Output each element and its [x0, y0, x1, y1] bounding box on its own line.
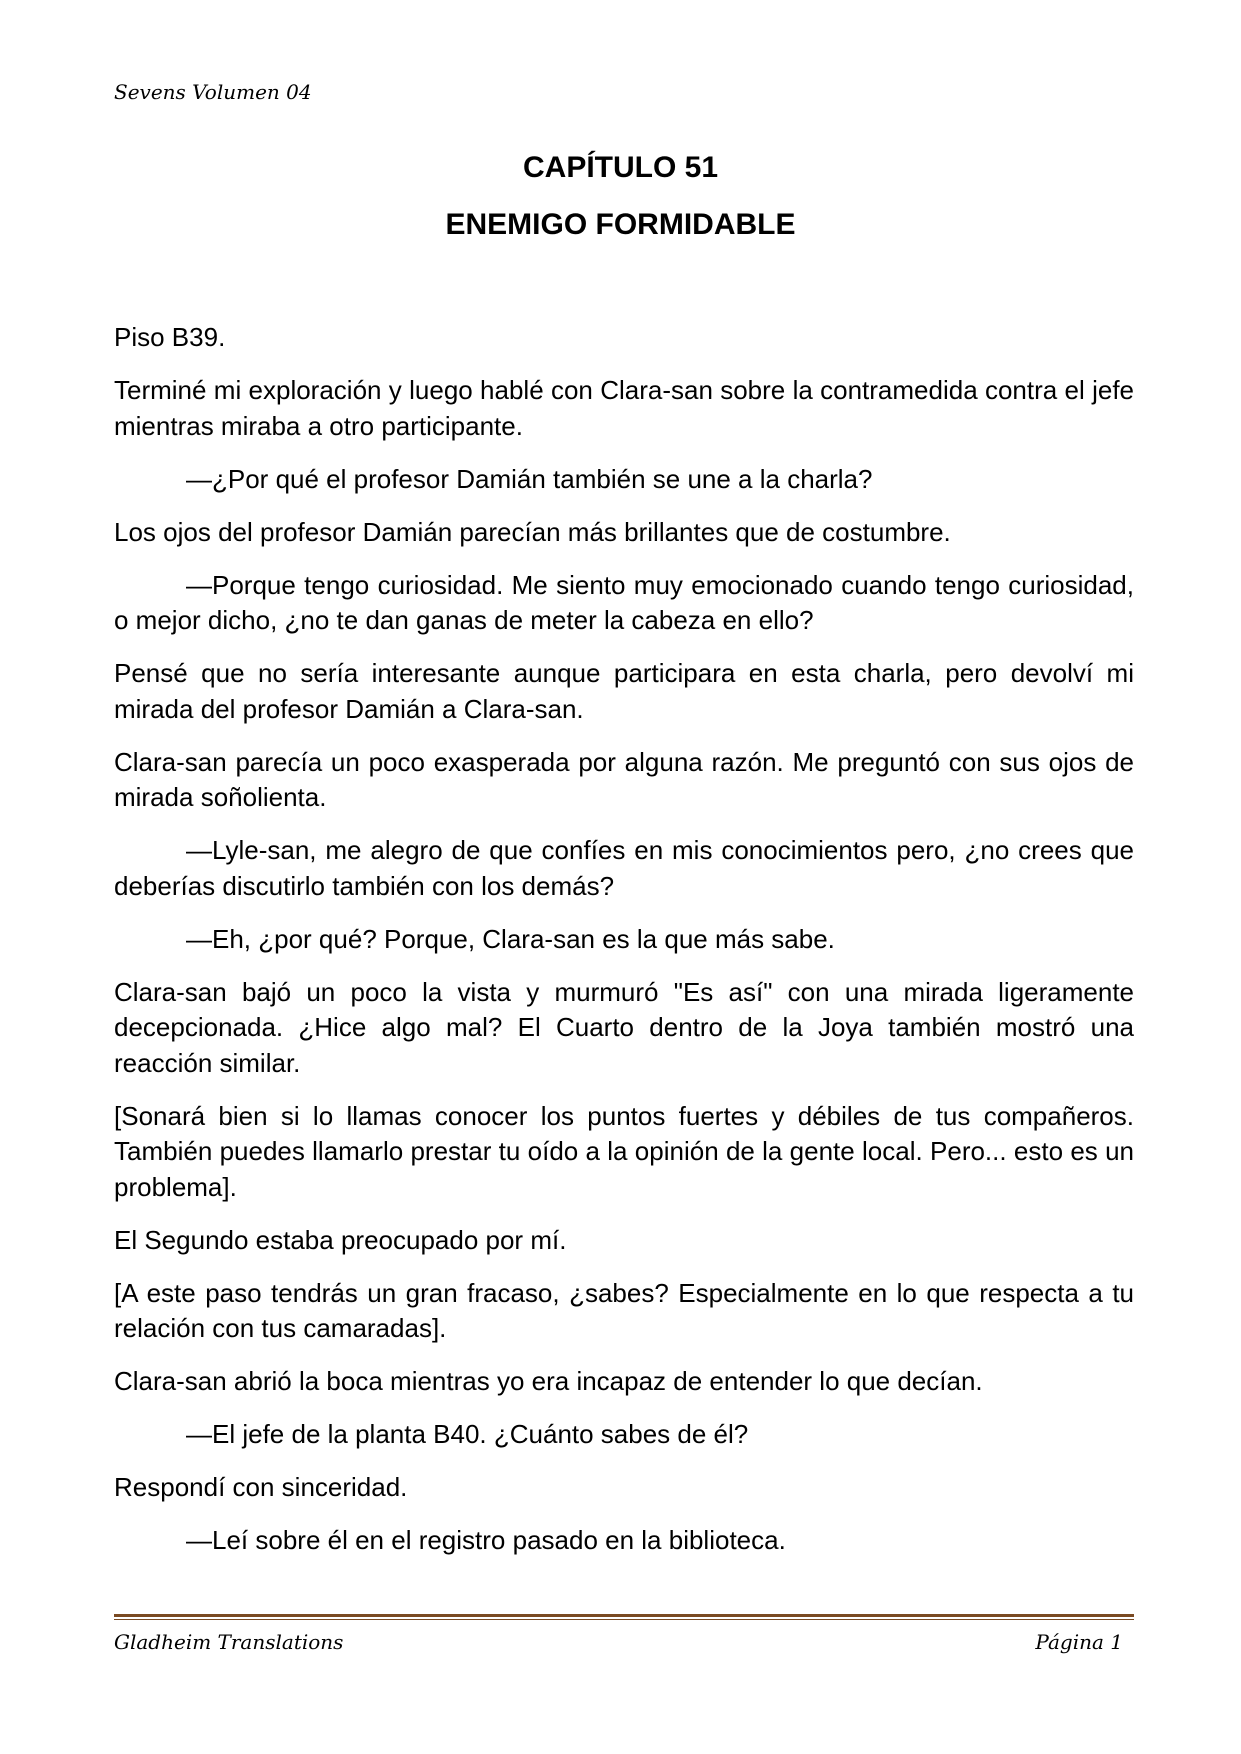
- paragraph: Pensé que no sería interesante aunque participara en esta charla, pero devolví mi mirada del profesor Damián a Clara-san.: [114, 658, 1134, 724]
- dialogue-paragraph: —Lyle-san, me alegro de que confíes en mis conocimientos pero, ¿no crees que deberías discutirlo también con los demás?: [114, 835, 1134, 901]
- body-text: [114, 320, 1134, 1576]
- footer-divider-thin: [114, 1619, 1134, 1620]
- page-number: Página 1: [1035, 1630, 1123, 1654]
- running-header: Sevens Volumen 04: [114, 80, 312, 104]
- paragraph: Terminé mi exploración y luego hablé con Clara-san sobre la contramedida contra el jefe mientras miraba a otro participante.: [114, 375, 1134, 441]
- paragraph: Los ojos del profesor Damián parecían más brillantes que de costumbre.: [114, 516, 951, 547]
- dialogue-paragraph: —El jefe de la planta B40. ¿Cuánto sabes de él?: [186, 1419, 749, 1449]
- footer-divider: [114, 1614, 1134, 1617]
- paragraph: Clara-san abrió la boca mientras yo era incapaz de entender lo que decían.: [114, 1366, 983, 1396]
- footer-publisher: Gladheim Translations: [114, 1630, 344, 1654]
- paragraph: Respondí con sinceridad.: [114, 1472, 408, 1502]
- dialogue-paragraph: —¿Por qué el profesor Damián también se une a la charla?: [186, 463, 873, 494]
- chapter-title: ENEMIGO FORMIDABLE: [445, 208, 796, 241]
- paragraph: El Segundo estaba preocupado por mí.: [114, 1224, 567, 1255]
- dialogue-paragraph: —Porque tengo curiosidad. Me siento muy emocionado cuando tengo curiosidad, o mejor dicho, ¿no te dan ganas de meter la cabeza en ello?: [114, 569, 1134, 635]
- chapter-number: CAPÍTULO 51: [522, 151, 719, 184]
- paragraph: Piso B39.: [114, 322, 226, 352]
- paragraph: [Sonará bien si lo llamas conocer los puntos fuertes y débiles de tus compañeros. También puedes llamarlo prestar tu oído a la opinión de la gente local. Pero... esto es un problema].: [114, 1100, 1134, 1202]
- paragraph: [A este paso tendrás un gran fracaso, ¿sabes? Especialmente en lo que respecta a tu relación con tus camaradas].: [114, 1277, 1134, 1343]
- paragraph: Clara-san bajó un poco la vista y murmuró "Es así" con una mirada ligeramente decepcionada. ¿Hice algo mal? El Cuarto dentro de la Joya también mostró una reacción similar.: [114, 976, 1134, 1078]
- dialogue-paragraph: —Leí sobre él en el registro pasado en la biblioteca.: [186, 1525, 786, 1555]
- dialogue-paragraph: —Eh, ¿por qué? Porque, Clara-san es la que más sabe.: [186, 923, 835, 954]
- paragraph: Clara-san parecía un poco exasperada por alguna razón. Me preguntó con sus ojos de mirada soñolienta.: [114, 746, 1134, 812]
